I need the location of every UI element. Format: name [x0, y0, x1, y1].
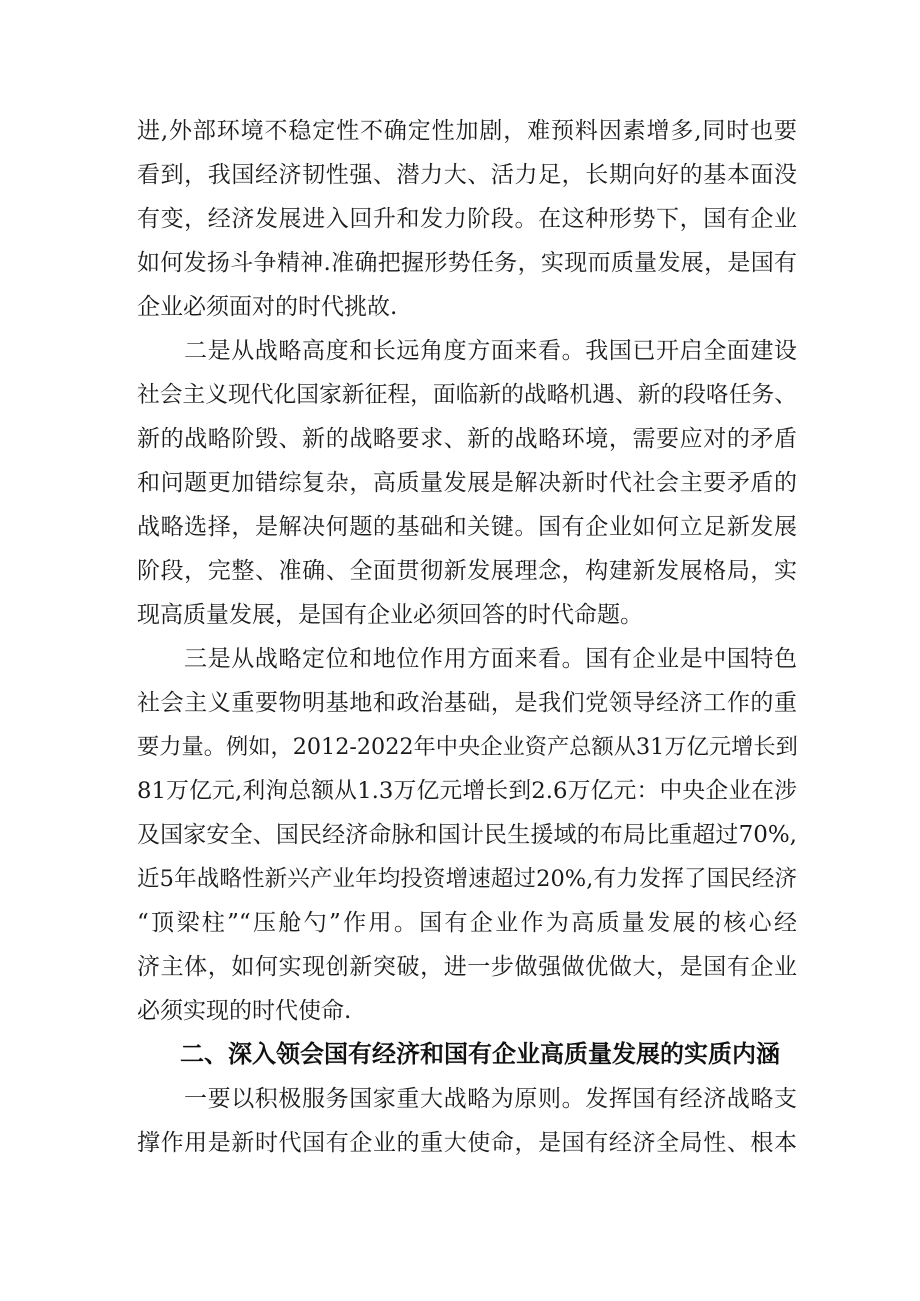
text-line: 进,外部环境不稳定性不确定性加剧，难预料因素增多,同时也要: [137, 118, 797, 144]
text-line: 如何发扬斗争精神.准确把握形势任务，实现而质量发展，是国有: [137, 250, 797, 276]
text-line: 撑作用是新时代国有企业的重大使命，是国有经济全局性、根本: [137, 1130, 797, 1156]
text-line: 新的战略阶毁、新的战略要求、新的战略环境，需要应对的矛盾: [137, 426, 797, 452]
text-line: 81万亿元,利洵总额从1.3万亿元增长到2.6万亿元：中央企业在涉: [137, 778, 797, 804]
text-line: 企业必须面对的时代挑故.: [137, 294, 398, 320]
text-line: 看到，我国经济韧性强、潜力大、活力足，长期向好的基本面没: [137, 162, 797, 188]
text-line: 战略选择，是解决何题的基础和关键。国有企业如何立足新发展: [137, 514, 797, 540]
text-line: 和问题更加错综复杂，高质量发展是解决新时代社会主要矛盾的: [137, 470, 797, 496]
text-line: 济主体，如何实现创新突破，进一步做强做优做大，是国有企业: [137, 954, 797, 980]
paragraph-first-line: 二是从战略高度和长远角度方面来看。我国已开启全面建设: [184, 338, 797, 364]
text-line: 社会主义现代化国家新征程，面临新的战略机遇、新的段咯任务、: [137, 382, 797, 408]
paragraph-first-line: 一要以积极服务国家重大战略为原则。发挥国有经济战略支: [184, 1086, 797, 1112]
text-line: 阶段，完整、准确、全面贯彻新发展理念，构建新发展格局，实: [137, 558, 797, 584]
text-line: 必须实现的时代使命.: [137, 998, 352, 1024]
text-line: 要力量。例如，2012-2022年中央企业资产总额从31万亿元增长到: [137, 734, 798, 760]
paragraph-first-line: 三是从战略定位和地位作用方面来看。国有企业是中国特色: [184, 646, 797, 672]
text-line: 有变，经济发展进入回升和发力阶段。在这种形势下，国有企业: [137, 206, 797, 232]
text-line: 近5年战略性新兴产业年均投资增速超过20%,有力发挥了国民经济: [137, 866, 797, 892]
text-line: 社会主义重要物明基地和政治基础，是我们党领导经济工作的重: [137, 690, 797, 716]
text-line: “顶梁柱”“压舱勺”作用。国有企业作为高质量发展的核心经: [137, 910, 797, 936]
section-heading: 二、深入领会国有经济和国有企业高质量发展的实质内涵: [180, 1040, 780, 1068]
text-line: 及国家安全、国民经济命脉和国计民生援域的布局比重超过70%,: [137, 822, 797, 848]
text-line: 现高质量发展，是国有企业必须回答的时代命题。: [137, 602, 643, 628]
